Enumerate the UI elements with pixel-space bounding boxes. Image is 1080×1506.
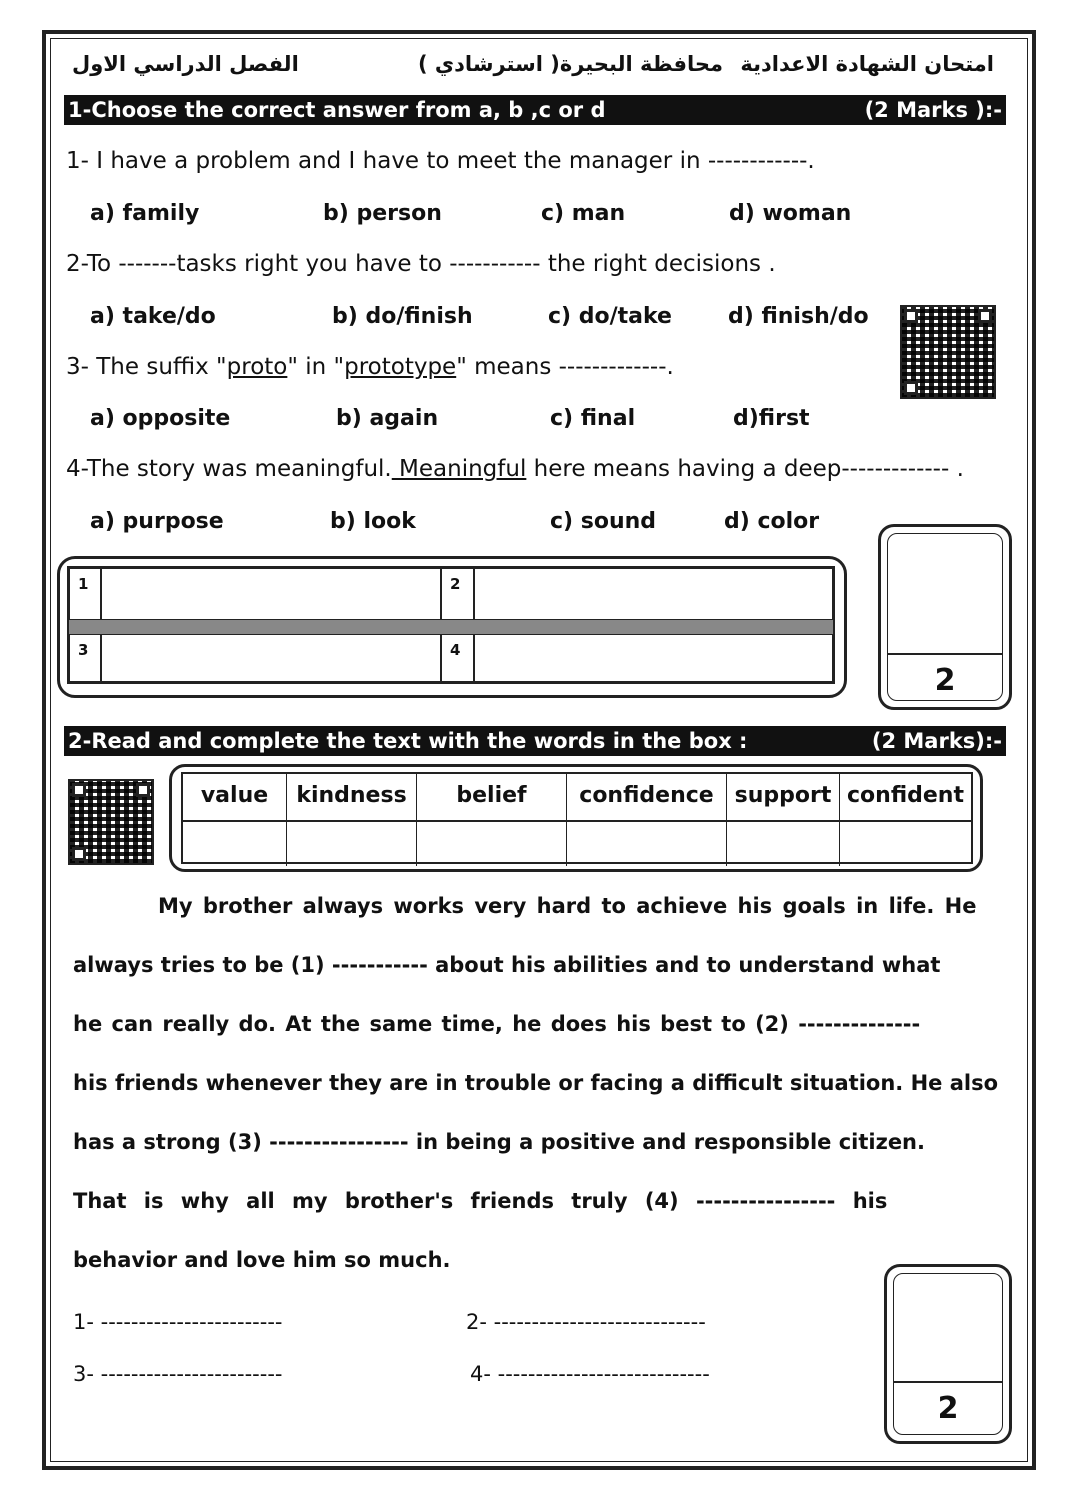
answer-line-4[interactable]: 4- ---------------------------- — [470, 1362, 710, 1386]
q4-option-c: c) sound — [550, 509, 657, 534]
answer-cell-3[interactable] — [101, 634, 441, 682]
section2-title: 2-Read and complete the text with the words in the box : — [68, 729, 748, 753]
q4-option-b: b) look — [330, 509, 416, 534]
header-governorate: محافظة البحيرة( استرشادي ) — [418, 52, 723, 76]
q3-option-c: c) final — [550, 406, 636, 431]
answer-line-3[interactable]: 3- ------------------------ — [73, 1362, 283, 1386]
passage-line-6: That is why all my brother's friends truly (4) ---------------- his — [73, 1189, 888, 1213]
q4-option-a: a) purpose — [90, 509, 224, 534]
q2-option-b: b) do/finish — [332, 304, 473, 329]
qr-code-icon — [900, 305, 996, 399]
question-1: 1- I have a problem and I have to meet the manager in ------------. — [66, 148, 815, 174]
q3-word-prototype: prototype — [344, 354, 457, 380]
q4-option-d: d) color — [724, 509, 820, 534]
score-box-1-total: 2 — [934, 663, 956, 698]
q2-option-c: c) do/take — [548, 304, 672, 329]
q3-option-a: a) opposite — [90, 406, 231, 431]
answer-label-1: 1 — [69, 568, 101, 620]
q3-option-b: b) again — [336, 406, 439, 431]
score-box-2 — [884, 1264, 1012, 1444]
word-confident: confident — [847, 783, 964, 808]
answer-table-divider — [69, 620, 833, 634]
word-kindness: kindness — [287, 774, 417, 820]
word-box-table — [181, 772, 973, 864]
passage-line-5: has a strong (3) ---------------- in being a positive and responsible citizen. — [73, 1130, 925, 1154]
header-exam-title: امتحان الشهادة الاعدادية — [740, 52, 994, 76]
section1-title-bar — [64, 95, 1006, 125]
answer-cell-2[interactable] — [474, 568, 833, 620]
answer-label-3: 3 — [69, 634, 101, 682]
section1-title: 1-Choose the correct answer from a, b ,c or d — [68, 98, 606, 122]
section1-marks: (2 Marks ):- — [864, 98, 1002, 122]
word-value: value — [183, 774, 287, 820]
question-4: 4-The story was meaningful. Meaningful here means having a deep------------- . — [66, 456, 964, 482]
word-support: support — [727, 774, 840, 820]
answer-line-1[interactable]: 1- ------------------------ — [73, 1310, 283, 1334]
q3-option-d: d)first — [733, 406, 810, 431]
q1-option-c: c) man — [541, 201, 626, 226]
question-2: 2-To -------tasks right you have to ----------- the right decisions . — [66, 251, 776, 277]
header-term: الفصل الدراسي الاول — [72, 52, 299, 76]
q1-option-b: b) person — [323, 201, 442, 226]
q3-word-proto: proto — [226, 354, 288, 380]
passage-line-3: he can really do. At the same time, he does his best to (2) -------------- — [73, 1012, 921, 1036]
score-box-1 — [878, 524, 1012, 710]
q1-option-d: d) woman — [729, 201, 852, 226]
answer-label-4: 4 — [441, 634, 474, 682]
question-3: 3- The suffix "proto" in "prototype" means -------------. — [66, 354, 674, 380]
passage-line-1: My brother always works very hard to achieve his goals in life. He — [158, 894, 977, 918]
answer-cell-1[interactable] — [101, 568, 441, 620]
q2-option-a: a) take/do — [90, 304, 216, 329]
passage-line-7: behavior and love him so much. — [73, 1248, 451, 1272]
passage-line-2: always tries to be (1) ----------- about his abilities and to understand what — [73, 953, 941, 977]
answer-table — [67, 566, 835, 684]
passage-line-4: his friends whenever they are in trouble or facing a difficult situation. He also — [73, 1071, 999, 1095]
q4-word-meaningful: Meaningful — [391, 456, 527, 482]
answer-cell-4[interactable] — [474, 634, 833, 682]
qr-code-icon — [68, 779, 154, 865]
word-belief: belief — [417, 774, 567, 820]
section2-title-bar — [64, 726, 1006, 756]
answer-label-2: 2 — [441, 568, 474, 620]
score-box-2-total: 2 — [937, 1391, 959, 1426]
q2-option-d: d) finish/do — [728, 304, 869, 329]
answer-line-2[interactable]: 2- ---------------------------- — [466, 1310, 706, 1334]
section2-marks: (2 Marks):- — [871, 729, 1002, 753]
q1-option-a: a) family — [90, 201, 200, 226]
word-confidence: confidence — [567, 774, 727, 820]
